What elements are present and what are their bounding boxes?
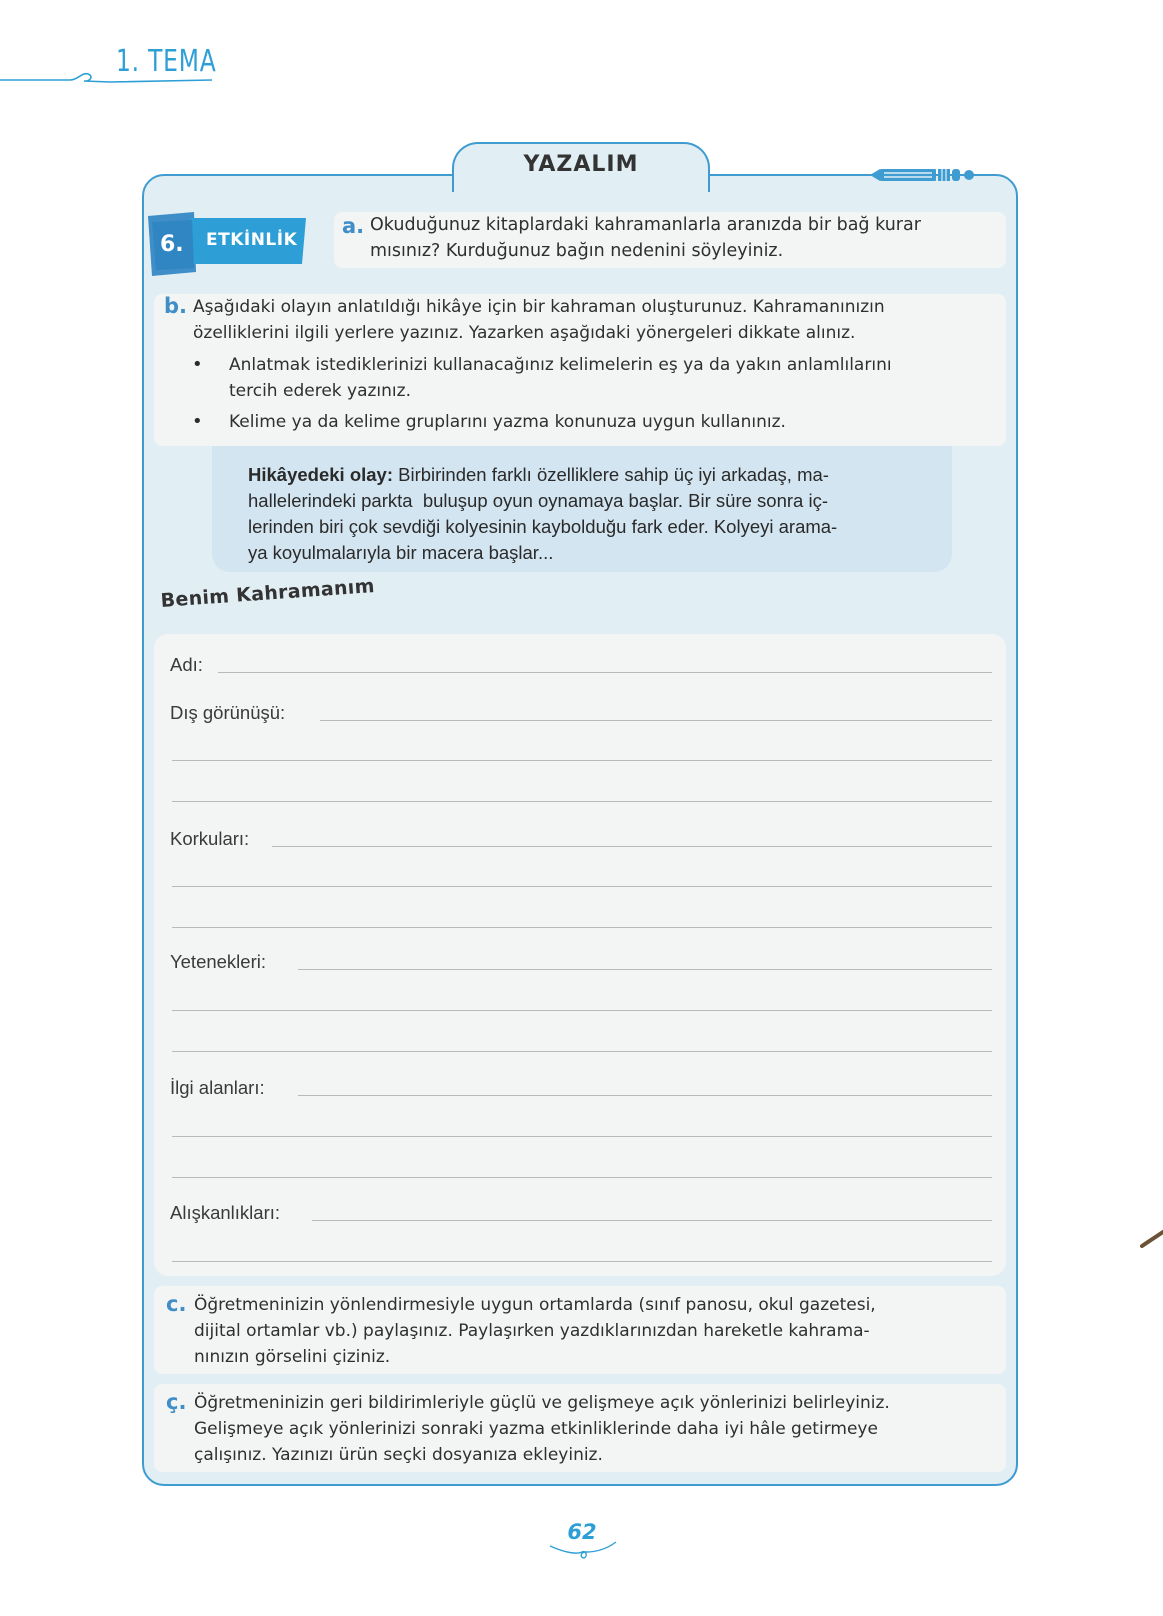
question-b-letter: b.	[164, 294, 188, 318]
write-line-habits[interactable]	[312, 1220, 992, 1221]
page-number-underline-decoration	[548, 1540, 618, 1560]
write-line-talents-2[interactable]	[172, 1010, 992, 1011]
question-b-text: Aşağıdaki olayın anlatıldığı hikâye için bir kahraman oluşturunuz. Kahramanınızın özelliklerini ilgili yerlere yazınız. Yazarken aşağıdaki yönergeleri dikkate alınız.	[193, 297, 885, 343]
question-d-letter: ç.	[166, 1390, 187, 1414]
theme-title: 1. TEMA	[116, 44, 217, 79]
pencil-icon	[870, 164, 974, 186]
write-line-talents-3[interactable]	[172, 1051, 992, 1052]
write-line-interests-2[interactable]	[172, 1136, 992, 1137]
bullet-2-dot: •	[192, 411, 203, 432]
badge-number: 6.	[160, 232, 184, 257]
story-event-label: Hikâyedeki olay:	[248, 464, 393, 485]
write-line-interests-3[interactable]	[172, 1177, 992, 1178]
write-line-appearance-3[interactable]	[172, 801, 992, 802]
write-line-talents[interactable]	[298, 969, 992, 970]
badge-label: ETKİNLİK	[206, 230, 298, 250]
bullet-1-text: Anlatmak istediklerinizi kullanacağınız kelimelerin eş ya da yakın anlamlılarını tercih ederek yazınız.	[229, 355, 892, 401]
page-number: 62	[567, 1520, 597, 1544]
decorative-stick-icon	[1140, 1226, 1163, 1250]
question-c-text: Öğretmeninizin yönlendirmesiyle uygun ortamlarda (sınıf panosu, okul gazetesi, dijital ortamlar vb.) paylaşınız. Paylaşırken yazdıklarınızdan hareketle kahrama- nınızın görselini çiziniz.	[194, 1295, 876, 1367]
question-a-text: Okuduğunuz kitaplardaki kahramanlarla aranızda bir bağ kurar mısınız? Kurduğunuz bağın nedenini söyleyiniz.	[370, 215, 921, 261]
write-line-appearance[interactable]	[320, 720, 992, 721]
field-label-appearance: Dış görünüşü:	[170, 702, 286, 723]
hero-form-title: Benim Kahramanım	[160, 575, 376, 612]
write-line-fears-2[interactable]	[172, 886, 992, 887]
hero-form-panel	[154, 634, 1006, 1276]
question-c-letter: c.	[166, 1292, 187, 1316]
write-line-fears[interactable]	[272, 846, 992, 847]
write-line-habits-2[interactable]	[172, 1261, 992, 1262]
write-line-interests[interactable]	[298, 1095, 992, 1096]
write-line-name[interactable]	[218, 672, 992, 673]
field-label-interests: İlgi alanları:	[170, 1077, 265, 1098]
write-line-fears-3[interactable]	[172, 927, 992, 928]
write-line-appearance-2[interactable]	[172, 760, 992, 761]
field-label-talents: Yetenekleri:	[170, 951, 266, 972]
section-title: YAZALIM	[523, 152, 639, 177]
story-event-text: Hikâyedeki olay: Birbirinden farklı özelliklere sahip üç iyi arkadaş, ma- hallelerindeki parkta buluşup oyun oynamaya başlar. Bir süre sonra iç- lerinden biri çok sevdiği kolyesinin kaybolduğu fark eder. Kolyeyi arama- ya koyulmalarıyla bir macera başlar...	[248, 464, 838, 563]
field-label-fears: Korkuları:	[170, 828, 250, 849]
field-label-habits: Alışkanlıkları:	[170, 1202, 281, 1223]
field-label-name: Adı:	[170, 654, 203, 675]
bullet-1-dot: •	[192, 354, 203, 375]
question-a-letter: a.	[342, 214, 365, 238]
bullet-2-text: Kelime ya da kelime gruplarını yazma konunuza uygun kullanınız.	[229, 412, 786, 432]
question-d-text: Öğretmeninizin geri bildirimleriyle güçlü ve gelişmeye açık yönlerinizi belirleyiniz. Gelişmeye açık yönlerinizi sonraki yazma etkinliklerinde daha iyi hâle getirmeye çalışınız. Yazınızı ürün seçki dosyanıza ekleyiniz.	[194, 1393, 890, 1465]
